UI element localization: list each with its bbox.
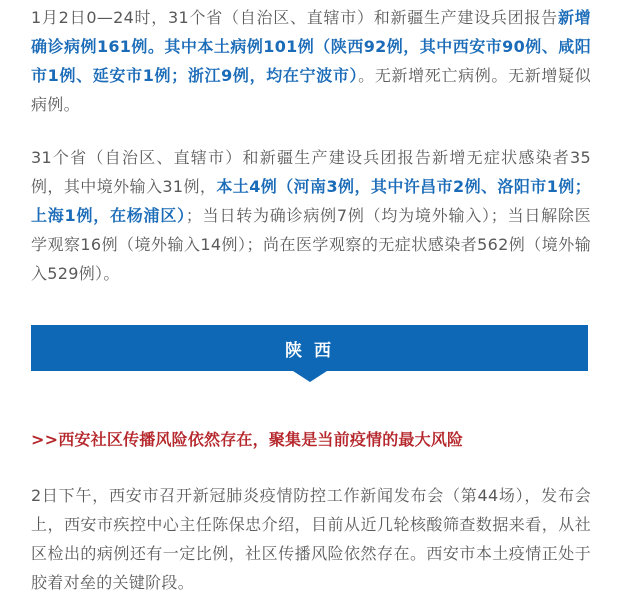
section-title: 陕 西 xyxy=(285,340,334,361)
highlight-local-asymptomatic: 本土4例（河南3例，其中许昌市2例、洛阳市1例；上海1例，在杨浦区） xyxy=(31,177,591,225)
section-banner-shaanxi xyxy=(31,325,588,371)
paragraph-text: ；当日转为确诊病例7例（均为境外输入）；当日解除医学观察16例（境外输入14例）；尚在医学观察的无症状感染者562例（境外输入529例）。 xyxy=(31,206,591,283)
paragraph-text: 1月2日0—24时，31个省（自治区、直辖市）和新疆生产建设兵团报告 xyxy=(31,8,558,27)
paragraph-xian-press: 2日下午，西安市召开新冠肺炎疫情防控工作新闻发布会（第44场），发布会上，西安市疾控中心主任陈保忠介绍，目前从近几轮核酸筛查数据来看，从社区检出的病例还有一定比例，社区传播风险依然存在。西安市本土疫情正处于胶着对垒的关键阶段。 xyxy=(31,486,591,592)
paragraph-asymptomatic xyxy=(31,143,591,288)
paragraph-text: 。无新增死亡病例。无新增疑似病例。 xyxy=(31,66,591,114)
paragraph-text: 31个省（自治区、直辖市）和新疆生产建设兵团报告新增无症状感染者35例，其中境外输入31例， xyxy=(31,148,591,196)
banner-pointer-icon xyxy=(293,371,327,382)
section-subheading: >>西安社区传播风险依然存在，聚集是当前疫情的最大风险 xyxy=(31,430,464,449)
highlight-new-cases: 新增确诊病例161例。其中本土病例101例（陕西92例，其中西安市90例、咸阳市1例、延安市1例；浙江9例，均在宁波市） xyxy=(31,8,591,85)
paragraph-confirmed-cases xyxy=(31,3,591,119)
